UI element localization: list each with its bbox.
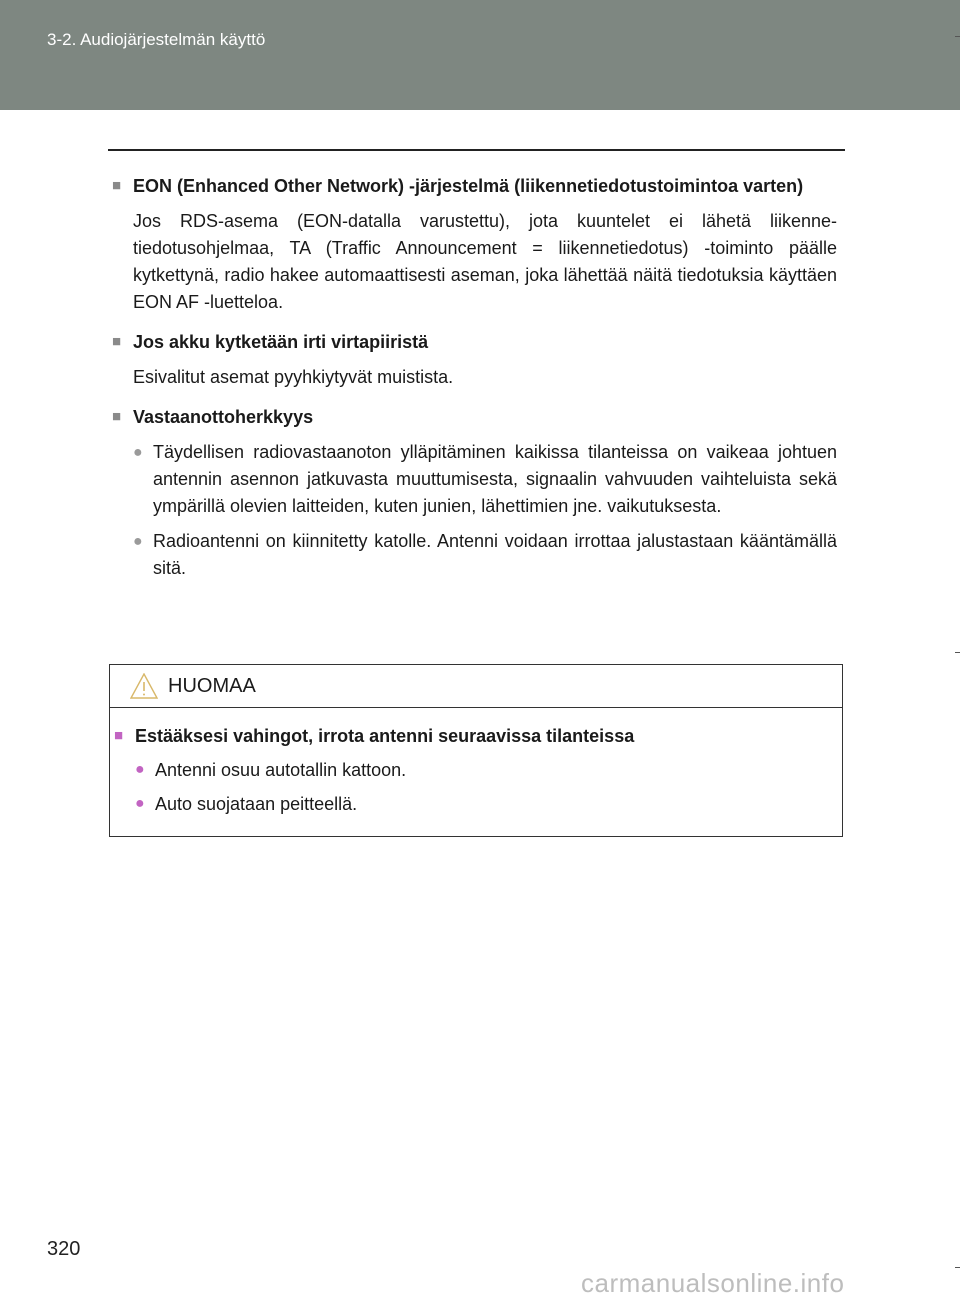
section-reception — [112, 403, 837, 582]
section-eon — [112, 172, 837, 316]
section-battery — [112, 328, 837, 391]
notice-header — [110, 665, 842, 708]
header-band — [0, 0, 960, 110]
square-bullet-icon: ■ — [114, 727, 124, 744]
section-heading-text: Jos akku kytketään irti virtapiiristä — [133, 332, 429, 352]
list-item-text: Radioantenni on kiinnitetty katolle. Antenni voidaan irrottaa jalustastaan kääntämällä sitä. — [153, 531, 837, 578]
page-number: 320 — [47, 1238, 81, 1260]
section-heading — [112, 172, 837, 200]
crop-mark — [955, 652, 960, 653]
list-item — [133, 528, 837, 582]
circle-bullet-icon: ● — [135, 795, 145, 812]
section-text: Esivalitut asemat pyyhkiytyvät muistista. — [133, 367, 454, 387]
notice-box — [109, 664, 843, 837]
list-item — [133, 439, 837, 520]
list-item — [135, 756, 842, 784]
list-item — [135, 790, 842, 818]
warning-icon — [130, 673, 158, 699]
circle-bullet-icon: ● — [133, 533, 143, 550]
top-rule — [108, 149, 845, 151]
notice-heading — [114, 722, 842, 750]
watermark: carmanualsonline.info — [581, 1268, 845, 1298]
square-bullet-icon: ■ — [112, 333, 122, 350]
circle-bullet-icon: ● — [133, 444, 143, 461]
section-heading-text: Vastaanottoherkkyys — [133, 407, 314, 427]
section-heading-text: EON (Enhanced Other Network) -järjestelmä (liikennetiedotustoimintoa varten) — [133, 176, 804, 196]
square-bullet-icon: ■ — [112, 408, 122, 425]
section-text: Jos RDS-asema (EON-datalla varustettu), jota kuuntelet ei lähetä liikennetiedotusohjelmaa, TA (Traffic Announcement = liikennetiedotus) -toiminto päälle kytkettynä, radio hakee automaattisesti aseman, joka lähettää näitä tiedotuksia käyttäen EON AF -luetteloa. — [133, 211, 837, 312]
header-title: 3-2. Audiojärjestelmän käyttö — [47, 30, 266, 49]
list-item-text: Antenni osuu autotallin kattoon. — [155, 760, 407, 780]
list-item-text: Täydellisen radiovastaanoton ylläpitäminen kaikissa tilanteissa on vaikeaa johtuen antennin asennon jatkuvasta muuttumisesta, signaalin vahvuuden vaihteluista sekä ympärillä olevien laitteiden, kuten junien, lähettimien jne. vaikutuksesta. — [153, 442, 837, 516]
section-heading — [112, 403, 837, 431]
content — [112, 172, 837, 594]
notice-body — [110, 708, 842, 818]
list-item-text: Auto suojataan peitteellä. — [155, 794, 358, 814]
notice-heading-text: Estääksesi vahingot, irrota antenni seuraavissa tilanteissa — [135, 726, 635, 746]
crop-mark — [955, 1267, 960, 1268]
crop-mark — [955, 36, 960, 37]
circle-bullet-icon: ● — [135, 761, 145, 778]
section-heading — [112, 328, 837, 356]
square-bullet-icon: ■ — [112, 177, 122, 194]
notice-label: HUOMAA — [168, 674, 256, 697]
